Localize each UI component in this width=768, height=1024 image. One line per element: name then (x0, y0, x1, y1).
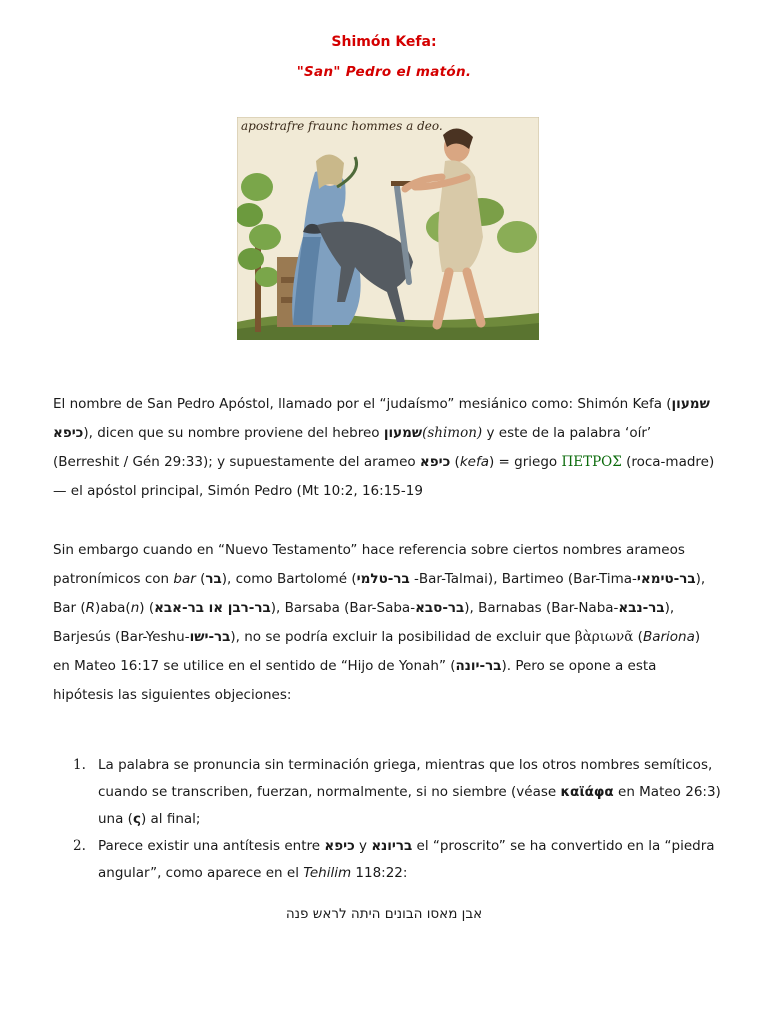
p2-text: ), Barjesús (Bar-Yeshu- (53, 600, 675, 645)
p1-italic: kefa (459, 454, 489, 470)
p2-hebrew: בר-נבא (618, 600, 665, 616)
p2-text: ( (195, 571, 206, 587)
list-greek-sigma: ς (132, 811, 141, 827)
p1-hebrew-name: שמעון כיפא (53, 396, 710, 441)
list-text: el “proscrito” se ha convertido en la “piedra angular”, como aparece en el (98, 838, 715, 881)
list-text: 118:22: (351, 865, 408, 881)
p2-hebrew: בר-רבן או בר-אבא (154, 600, 271, 616)
list-text: y (354, 838, 372, 854)
list-number: 1. (73, 757, 86, 773)
p2-greek-bariona: βὰριωνᾶ (574, 629, 634, 645)
p2-text: ). Pero se opone a esta hipótesis las siguientes objeciones: (53, 658, 657, 703)
list-text: Parece existir una antítesis entre (98, 838, 325, 854)
list-text: La palabra se pronuncia sin terminación griega, mientras que los otros nombres semíticos, cuando se transcriben, fuerzan, normalmente, si no siembre (véase (98, 757, 713, 800)
p1-text: (roca-madre) — el apóstol principal, Simón Pedro (Mt 10:2, 16:15-19 (53, 454, 715, 499)
p2-text: ), Barnabas (Bar-Naba- (464, 600, 619, 616)
p2-text: ), Bar ( (53, 571, 706, 616)
p1-italic: (shimon) (422, 425, 483, 441)
p2-text: )aba( (95, 600, 131, 616)
list-greek: καϊάφα (560, 784, 614, 800)
p1-text: ( (450, 454, 460, 470)
p1-text: ), dicen que su nombre proviene del hebreo (83, 425, 384, 441)
list-item (73, 833, 723, 887)
p2-text: ) en Mateo 16:17 se utilice en el sentido de “Hijo de Yonah” ( (53, 629, 701, 674)
p2-text: ), Barsaba (Bar-Saba- (270, 600, 416, 616)
p2-italic: R (85, 600, 96, 616)
list-text: en Mateo 26:3) una ( (98, 784, 721, 827)
paragraph-2 (53, 536, 721, 710)
list-hebrew: כיפא (324, 838, 355, 854)
p2-text: ) ( (139, 600, 155, 616)
p1-greek-petros: ΠΕΤΡΟΣ (561, 454, 622, 470)
p2-text: ), como Bartolomé ( (221, 571, 357, 587)
p2-italic: n (130, 600, 140, 616)
p2-hebrew: בר-טימאי (636, 571, 696, 587)
p2-hebrew: בר-יונה (455, 658, 502, 674)
list-text: ) al final; (140, 811, 201, 827)
p1-text: ) = griego (488, 454, 562, 470)
p2-text: Sin embargo cuando en “Nuevo Testamento” hace referencia sobre ciertos nombres arameos patronímicos con (53, 542, 685, 587)
list-number: 2. (73, 838, 86, 854)
list-hebrew: בריונא (371, 838, 413, 854)
hebrew-quote: אבן מאסו הבונים היתה לראש פנה (285, 906, 483, 922)
p2-italic: bar (173, 571, 196, 587)
document-subtitle: "San" Pedro el matón. (296, 64, 472, 80)
p2-text: ), no se podría excluir la posibilidad de excluir que (230, 629, 575, 645)
p2-hebrew: בר (205, 571, 222, 587)
list-item (73, 752, 723, 833)
list-italic: Tehilim (303, 865, 352, 881)
illustration-caption: apostrafre fraunc hommes a deo. (241, 119, 443, 133)
p2-hebrew: בר-סבא (415, 600, 465, 616)
p2-text: ( (633, 629, 643, 645)
objections-list (73, 752, 723, 887)
p2-hebrew: בר-ישו (189, 629, 231, 645)
document-title: Shimón Kefa: (331, 34, 437, 50)
p2-hebrew: בר-טלמי (356, 571, 410, 587)
p1-hebrew-shimon: שמעון (383, 425, 423, 441)
p1-text: El nombre de San Pedro Apóstol, llamado por el “judaísmo” mesiánico como: Shimón Kefa ( (53, 396, 672, 412)
p1-aramaic-kefa: כיפא (419, 454, 451, 470)
p1-text: y este de la palabra ‘oír’ (Berreshit / Gén 29:33); y supuestamente del arameo (53, 425, 652, 470)
medieval-illustration (237, 117, 539, 340)
p2-italic: Bariona (642, 629, 695, 645)
paragraph-1 (53, 390, 721, 506)
p2-text: -Bar-Talmai), Bartimeo (Bar-Tima- (409, 571, 637, 587)
